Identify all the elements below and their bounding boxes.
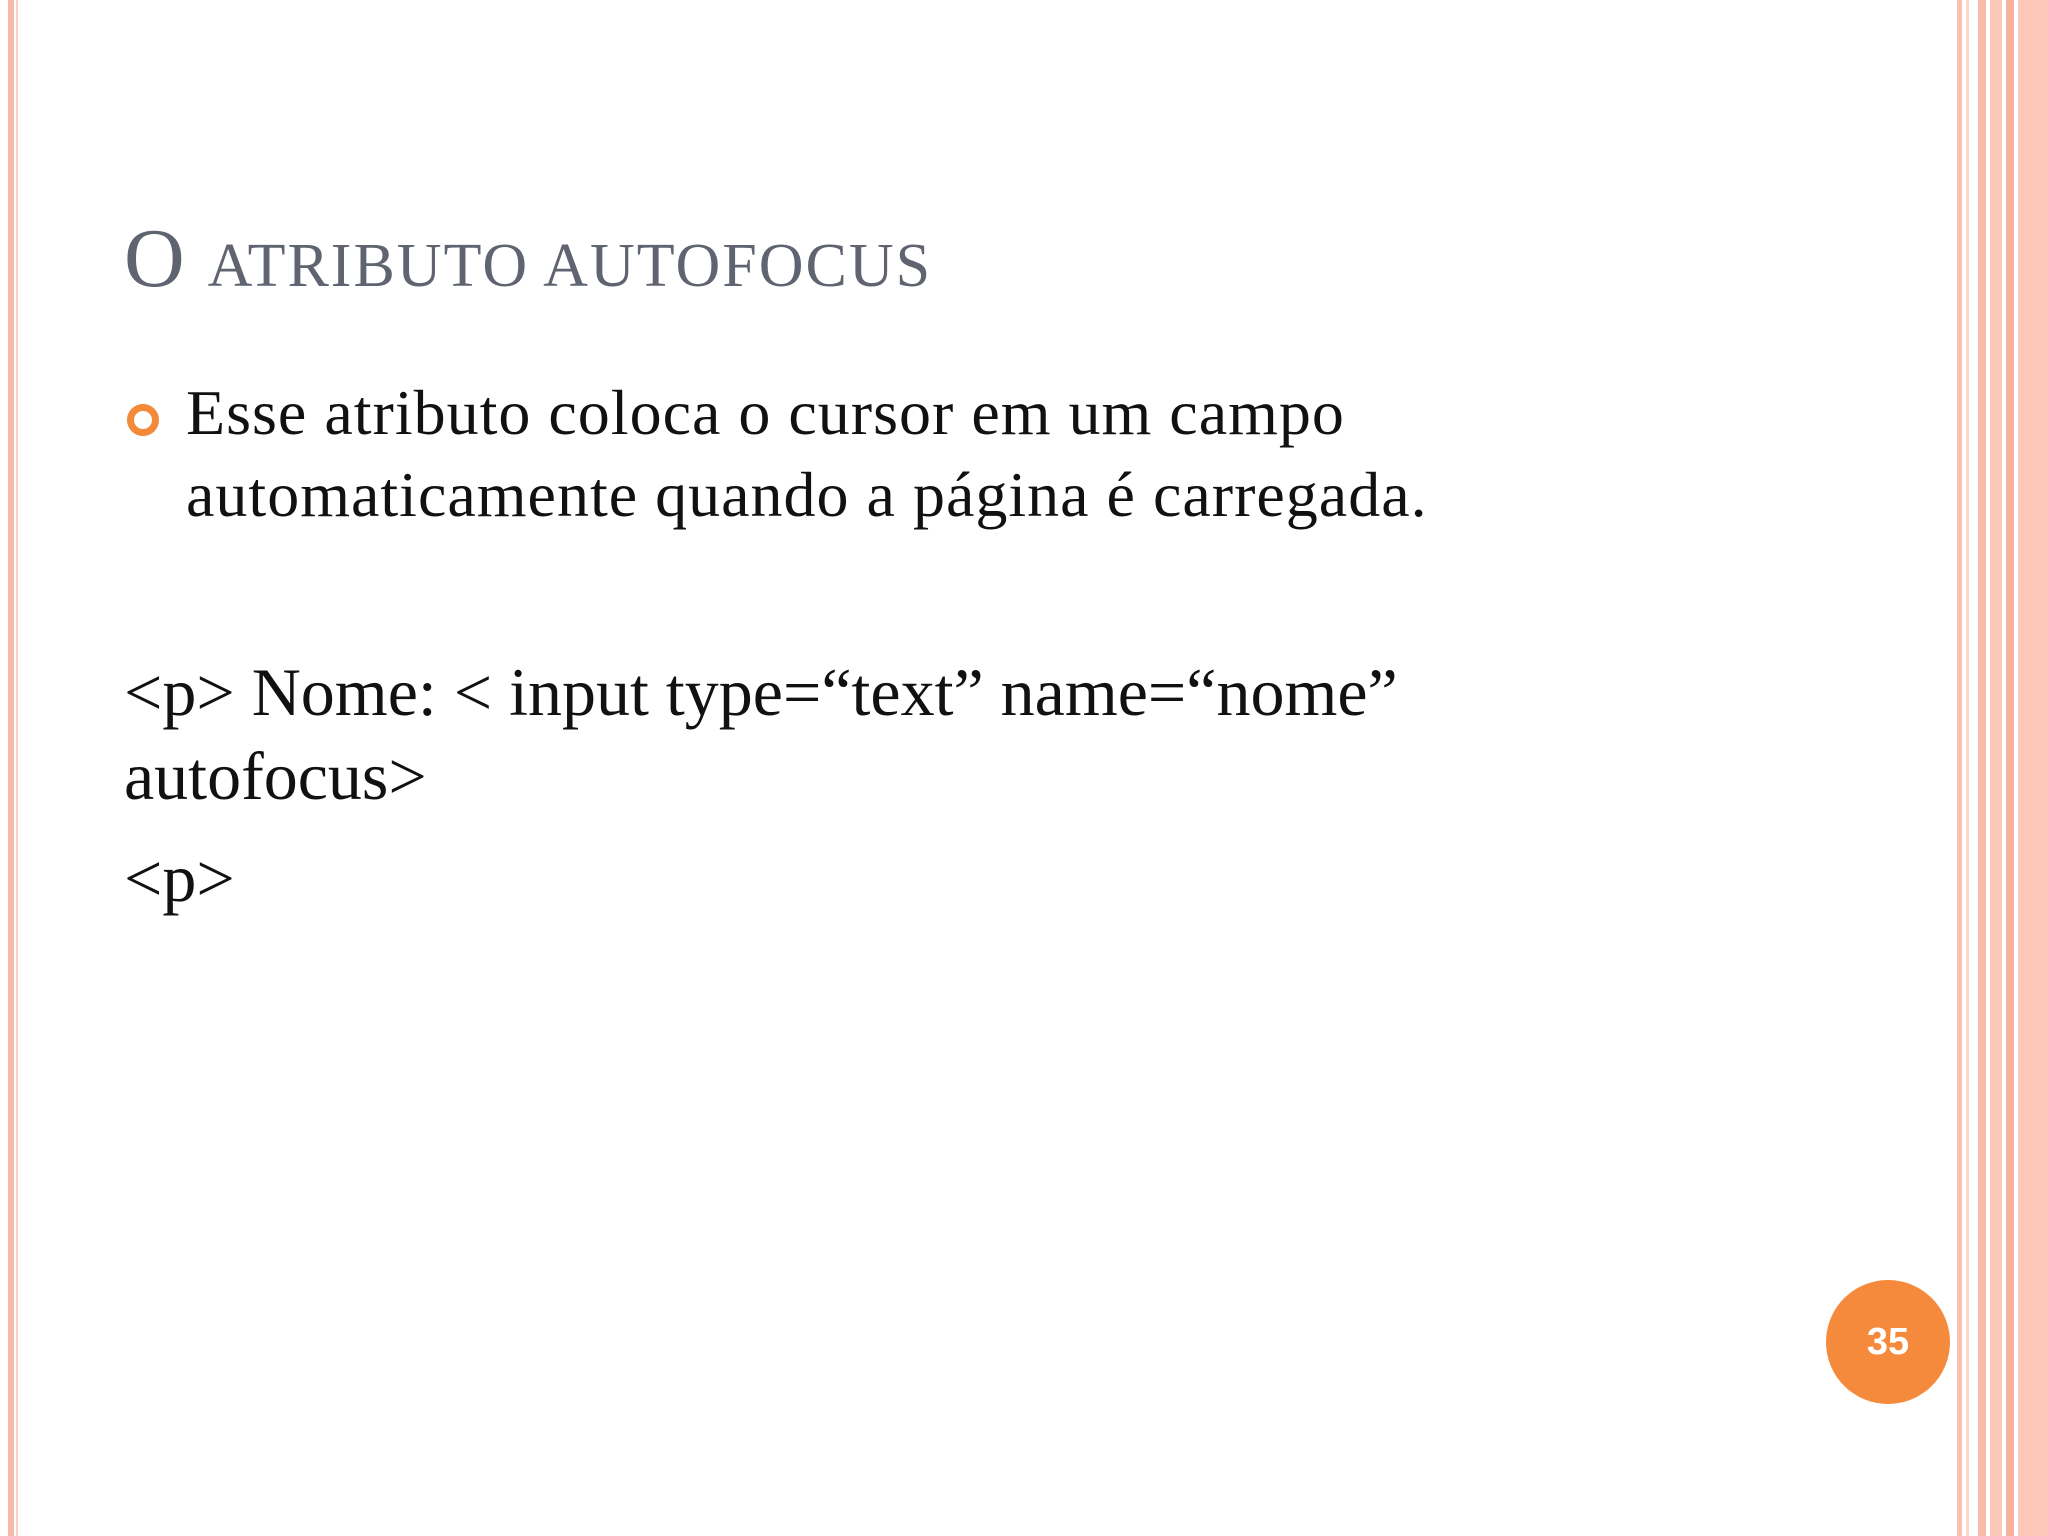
left-border-line-inner [16, 0, 18, 1536]
right-border-line [2006, 0, 2014, 1536]
ring-bullet-icon [127, 404, 159, 436]
code-example [124, 650, 1744, 920]
right-border-line [1990, 0, 2002, 1536]
right-border-band [2018, 0, 2048, 1536]
slide-title-initial: O [124, 212, 186, 305]
code-line: <p> [124, 840, 235, 916]
code-line: autofocus> [124, 738, 427, 814]
right-border-line [1966, 0, 1969, 1536]
right-border-line [1978, 0, 1986, 1536]
page-number-badge: 35 [1826, 1280, 1950, 1404]
code-line: <p> Nome: < input type=“text” name=“nome” [124, 654, 1398, 730]
slide-title [124, 210, 932, 307]
right-border-line [1957, 0, 1962, 1536]
bullet-text [186, 372, 1746, 536]
left-border-line [8, 0, 14, 1536]
bullet-line: automaticamente quando a página é carregada. [186, 459, 1428, 530]
slide-title-rest: ATRIBUTO AUTOFOCUS [207, 232, 933, 300]
bullet-line: Esse atributo coloca o cursor em um campo [186, 377, 1345, 448]
